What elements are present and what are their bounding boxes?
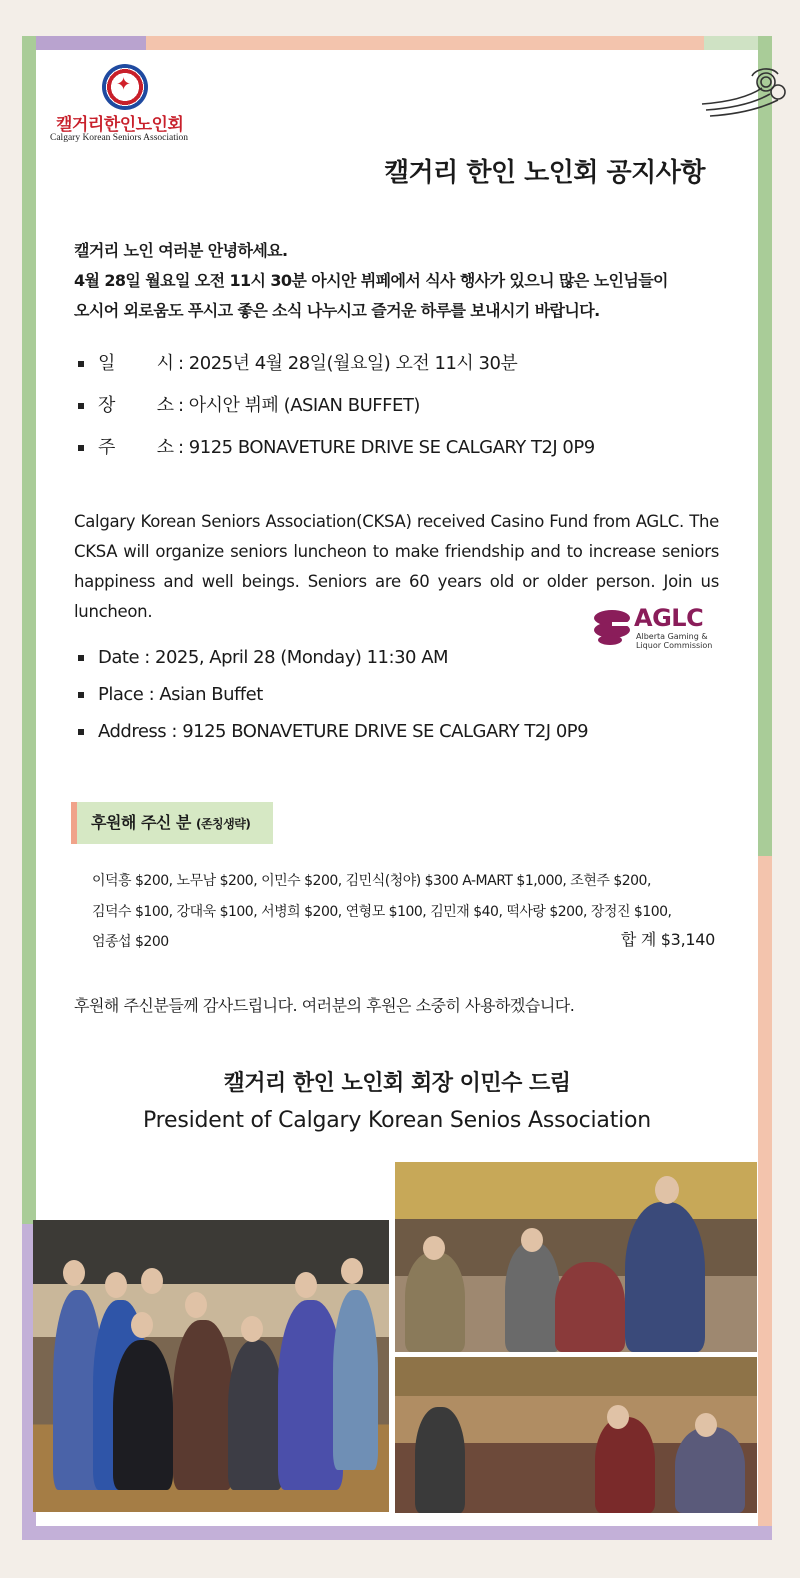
greeting-line: 오시어 외로움도 푸시고 좋은 소식 나누시고 즐거운 하루를 보내시기 바랍니다. <box>74 301 600 320</box>
group-photo <box>33 1220 389 1512</box>
logo-name-en: Calgary Korean Seniors Association <box>50 133 188 143</box>
detail-item: Place : Asian Buffet <box>76 683 588 720</box>
logo-name-ko: 캘거리한인노인회 <box>56 115 184 135</box>
detail-value: : 9125 BONAVETURE DRIVE SE CALGARY T2J 0P9 <box>178 437 595 458</box>
aglc-logo <box>590 604 720 652</box>
signature-ko: 캘거리 한인 노인회 회장 이민수 드림 <box>223 1071 571 1096</box>
greeting-line: 4월 28일 월요일 오전 11시 30분 아시안 뷔페에서 식사 행사가 있으니 많은 노인님들이 <box>74 271 668 290</box>
thanks-text: 후원해 주신분들께 감사드립니다. 여러분의 후원은 소중히 사용하겠습니다. <box>74 996 575 1015</box>
signature-en: President of Calgary Korean Senios Association <box>142 1108 652 1133</box>
detail-item <box>76 436 595 478</box>
detail-label: 주 소 <box>98 437 174 458</box>
donor-line: 엄종섭 $200 <box>92 934 169 950</box>
aglc-name: AGLC <box>634 604 704 632</box>
sponsors-heading <box>71 802 273 844</box>
aglc-mark-icon <box>592 606 632 646</box>
cloud-swirl-icon <box>700 66 790 122</box>
donor-line: 이덕흥 $200, 노무남 $200, 이민수 $200, 김민식(청야) $300 A-MART $1,000, 조현주 $200, <box>92 873 651 889</box>
intro-en: Calgary Korean Seniors Association(CKSA) received Casino Fund from AGLC. The CKSA will organize seniors luncheon to make friendship and to increase seniors happiness and well beings. Seniors are 60 years old or older person. Join us luncheon. <box>74 512 719 621</box>
detail-item <box>76 394 595 436</box>
greeting-ko <box>74 236 724 326</box>
details-en-list <box>76 646 588 757</box>
page-title: 캘거리 한인 노인회 공지사항 <box>383 158 705 188</box>
sponsors-heading-note: (존칭생략) <box>195 817 251 831</box>
frame-band <box>758 36 772 856</box>
dining-hall-photo <box>395 1357 757 1513</box>
luncheon-photo <box>395 1162 757 1352</box>
detail-item <box>76 352 595 394</box>
detail-item: Address : 9125 BONAVETURE DRIVE SE CALGARY T2J 0P9 <box>76 720 588 757</box>
maple-leaf-icon: ✦ <box>116 74 132 95</box>
frame-band <box>22 36 146 50</box>
frame-band <box>22 1526 772 1540</box>
sponsors-heading-text: 후원해 주신 분 <box>91 813 191 832</box>
aglc-subtitle: Alberta Gaming & Liquor Commission <box>636 632 713 650</box>
detail-label: 일 시 <box>98 353 174 374</box>
frame-band <box>146 36 704 50</box>
greeting-line: 캘거리 노인 여러분 안녕하세요. <box>74 241 288 260</box>
frame-band <box>22 36 36 1224</box>
association-logo <box>50 62 200 146</box>
detail-item: Date : 2025, April 28 (Monday) 11:30 AM <box>76 646 588 683</box>
detail-label: 장 소 <box>98 395 174 416</box>
donation-total: 합 계 $3,140 <box>620 930 715 949</box>
donor-line: 김덕수 $100, 강대욱 $100, 서병희 $200, 연형모 $100, 김민재 $40, 떡사랑 $200, 장정진 $100, <box>92 903 672 920</box>
detail-value: : 아시안 뷔페 (ASIAN BUFFET) <box>178 395 420 416</box>
frame-band <box>758 856 772 1540</box>
detail-value: : 2025년 4월 28일(월요일) 오전 11시 30분 <box>178 353 518 374</box>
details-ko-list <box>76 352 595 478</box>
